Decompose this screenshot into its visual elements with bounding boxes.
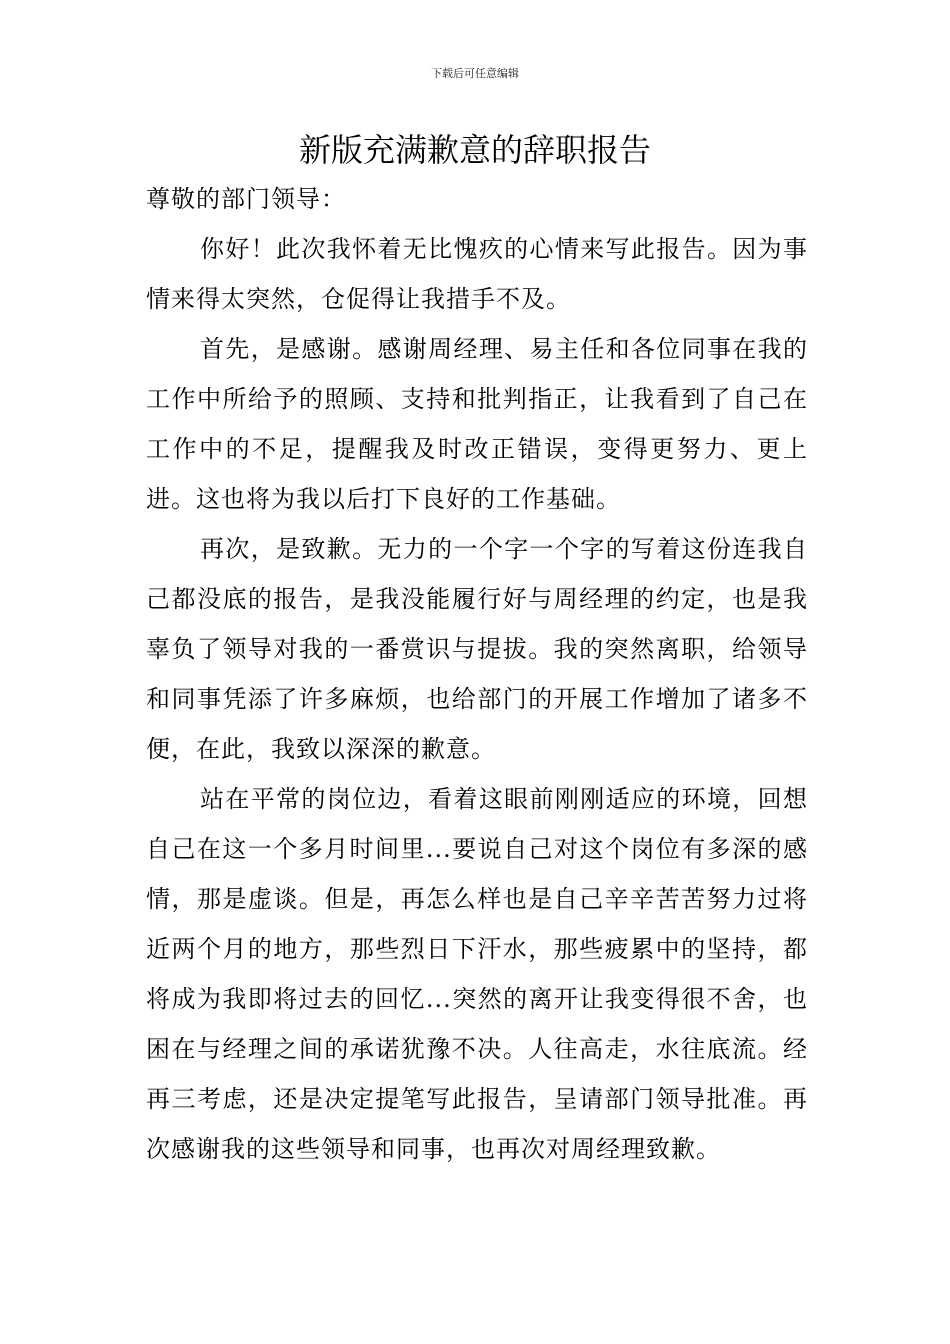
salutation: 尊敬的部门领导：	[146, 185, 346, 213]
paragraph-apology: 再次，是致歉。无力的一个字一个字的写着这份连我自己都没底的报告，是我没能履行好与周经理的约定，也是我辜负了领导对我的一番赏识与提拔。我的突然离职，给领导和同事凭添了许多麻烦，也给部门的开展工作增加了诸多不便，在此，我致以深深的歉意。	[146, 535, 808, 763]
paragraph-thanks: 首先，是感谢。感谢周经理、易主任和各位同事在我的工作中所给予的照顾、支持和批判指正，让我看到了自己在工作中的不足，提醒我及时改正错误，变得更努力、更上进。这也将为我以后打下良好的工作基础。	[146, 335, 808, 513]
paragraph-reflection: 站在平常的岗位边，看着这眼前刚刚适应的环境，回想自己在这一个多月时间里...要说自己对这个岗位有多深的感情，那是虚谈。但是，再怎么样也是自己辛辛苦苦努力过将近两个月的地方，那些烈日下汗水，那些疲累中的坚持，都将成为我即将过去的回忆...突然的离开让我变得很不舍，也困在与经理之间的承诺犹豫不决。人往高走，水往底流。经再三考虑，还是决定提笔写此报告，呈请部门领导批准。再次感谢我的这些领导和同事，也再次对周经理致歉。	[146, 785, 808, 1163]
paragraph-greeting: 你好！此次我怀着无比愧疚的心情来写此报告。因为事情来得太突然，仓促得让我措手不及。	[146, 235, 808, 313]
document-body	[146, 174, 808, 1174]
document-title: 新版充满歉意的辞职报告	[298, 131, 651, 169]
header-note: 下载后可任意编辑	[431, 67, 519, 80]
